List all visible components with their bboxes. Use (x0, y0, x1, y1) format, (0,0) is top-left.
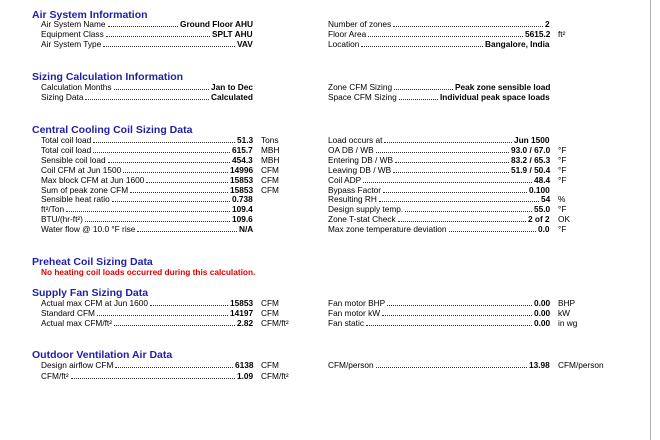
air-system-left-row (41, 19, 321, 29)
field-label: Resulting RH (328, 194, 377, 205)
field-label: Location (328, 39, 360, 49)
cooling-coil-left-row (41, 204, 321, 214)
sizing-calc-left-row (41, 92, 321, 102)
field-unit: CFM (261, 298, 279, 308)
field-label: Actual max CFM/ft² (41, 318, 112, 328)
field-label: Zone CFM Sizing (328, 82, 393, 92)
field-unit: °F (558, 164, 567, 175)
cooling-coil-left-row (41, 145, 321, 155)
cooling-coil-right-row (328, 185, 618, 195)
cooling-coil-left-row (41, 185, 321, 195)
field-label: Max block CFM at Jun 1600 (41, 174, 145, 185)
dot-leader (71, 378, 235, 379)
field-unit: BHP (558, 298, 576, 308)
dot-leader (130, 192, 228, 193)
sizing-calc-right-row (328, 82, 618, 92)
preheat-message: No heating coil loads occurred during this calculation. (41, 267, 256, 277)
air-system-right-row (328, 19, 618, 29)
field-unit: in wg (558, 318, 578, 328)
field-unit: ft² (558, 29, 566, 39)
field-value: 109.4 (232, 204, 253, 215)
cooling-coil-section-title: Central Cooling Coil Sizing Data (32, 124, 193, 136)
supply-fan-left-row (41, 298, 321, 308)
field-label: ft²/Ton (41, 204, 65, 215)
field-value: 14197 (230, 308, 254, 318)
field-value: 5615.2 (525, 29, 551, 39)
supply-fan-section-title: Supply Fan Sizing Data (32, 287, 149, 299)
field-value: 51.9 / 50.4 (511, 164, 551, 175)
dot-leader (115, 367, 233, 368)
field-label: Design supply temp. (328, 204, 404, 215)
field-label: Air System Type (41, 39, 102, 49)
field-value: 0.738 (232, 194, 253, 205)
air-system-right-row (328, 39, 618, 49)
cooling-coil-right-row (328, 175, 618, 185)
field-unit: CFM/ft² (261, 318, 289, 328)
dot-leader (363, 182, 532, 183)
dot-leader (393, 172, 509, 173)
field-label: Sum of peak zone CFM (41, 184, 129, 195)
field-value: 6138 (235, 360, 254, 370)
field-label: Leaving DB / WB (328, 164, 392, 175)
field-label: Equipment Class (41, 29, 104, 39)
dot-leader (114, 325, 235, 326)
dot-leader (146, 182, 228, 183)
field-value: 1.09 (237, 370, 254, 381)
sizing-calc-section-title: Sizing Calculation Information (32, 71, 184, 83)
field-label: Zone T-stat Check (328, 214, 396, 225)
field-unit: CFM (261, 184, 279, 195)
field-value: 54 (541, 194, 551, 205)
field-label: Space CFM Sizing (328, 92, 397, 102)
dot-leader (379, 201, 539, 202)
field-unit: CFM (261, 164, 279, 175)
dot-leader (387, 305, 532, 306)
dot-leader (366, 325, 532, 326)
field-unit: Tons (261, 135, 279, 145)
air-system-section-title: Air System Information (32, 9, 148, 21)
dot-leader (97, 315, 228, 316)
field-label: Coil CFM at Jun 1500 (41, 164, 122, 175)
field-label: Bypass Factor (328, 184, 382, 195)
field-value: 15853 (230, 298, 254, 308)
cooling-coil-right-row (328, 224, 618, 234)
field-value: 0.00 (534, 298, 551, 308)
field-value: Ground Floor AHU (180, 19, 253, 29)
field-unit: °F (558, 154, 567, 165)
field-label: Coil ADP (328, 174, 362, 185)
field-unit: CFM (261, 308, 279, 318)
field-value: VAV (237, 39, 253, 49)
field-label: Max zone temperature deviation (328, 224, 447, 235)
field-label: Water flow @ 10.0 °F rise (41, 224, 136, 235)
field-value: Bangalore, India (485, 39, 550, 49)
field-label: Sensible heat ratio (41, 194, 110, 205)
supply-fan-right-row (328, 308, 618, 318)
field-value: 2 of 2 (528, 214, 550, 225)
field-label: Fan motor kW (328, 308, 381, 318)
supply-fan-right-row (328, 318, 618, 328)
dot-leader (85, 99, 209, 100)
field-unit: MBH (261, 144, 280, 155)
field-label: Number of zones (328, 19, 392, 29)
field-unit: % (558, 194, 566, 205)
cooling-coil-left-row (41, 224, 321, 234)
field-unit: °F (558, 204, 567, 215)
field-value: 109.6 (232, 214, 253, 225)
dot-leader (368, 36, 523, 37)
air-system-right-row (328, 29, 618, 39)
field-value: 2 (545, 19, 550, 29)
field-value: 55.0 (534, 204, 551, 215)
cooling-coil-left-row (41, 165, 321, 175)
dot-leader (398, 221, 526, 222)
field-value: 14996 (230, 164, 254, 175)
field-label: Air System Name (41, 19, 106, 29)
cooling-coil-right-row (328, 155, 618, 165)
dot-leader (382, 315, 532, 316)
field-unit: CFM/ft² (261, 370, 289, 381)
dot-leader (106, 36, 210, 37)
field-label: Load occurs at (328, 135, 383, 145)
dot-leader (137, 231, 237, 232)
field-value: 2.82 (237, 318, 254, 328)
cooling-coil-right-row (328, 145, 618, 155)
field-value: 0.0 (538, 224, 550, 235)
field-label: OA DB / WB (328, 144, 374, 155)
field-label: Fan static (328, 318, 364, 328)
cooling-coil-right-row (328, 165, 618, 175)
outdoor-vent-section-title: Outdoor Ventilation Air Data (32, 349, 173, 361)
field-value: 51.3 (237, 135, 254, 145)
dot-leader (361, 46, 483, 47)
field-value: Jan to Dec (211, 82, 253, 92)
cooling-coil-right-row (328, 194, 618, 204)
field-label: Fan motor BHP (328, 298, 386, 308)
field-value: Jun 1500 (514, 135, 550, 145)
field-label: CFM/ft² (41, 370, 69, 381)
dot-leader (399, 99, 438, 100)
field-label: Total coil load (41, 144, 92, 155)
dot-leader (114, 89, 209, 90)
field-value: 615.7 (232, 144, 253, 155)
field-value: 48.4 (534, 174, 551, 185)
field-unit: MBH (261, 154, 280, 165)
field-value: 0.100 (529, 184, 550, 195)
cooling-coil-right-row (328, 135, 618, 145)
field-label: Calculation Months (41, 82, 112, 92)
dot-leader (108, 26, 178, 27)
field-value: SPLT AHU (212, 29, 253, 39)
preheat-section-title: Preheat Coil Sizing Data (32, 256, 153, 268)
dot-leader (376, 367, 527, 368)
field-value: Peak zone sensible load (455, 82, 551, 92)
field-label: Floor Area (328, 29, 367, 39)
dot-leader (108, 162, 230, 163)
dot-leader (85, 221, 230, 222)
supply-fan-right-row (328, 298, 618, 308)
field-unit: kW (558, 308, 570, 318)
field-value: Individual peak space loads (440, 92, 550, 102)
outdoor-vent-left-row (41, 371, 321, 381)
dot-leader (383, 192, 527, 193)
sizing-calc-left-row (41, 82, 321, 92)
supply-fan-left-row (41, 308, 321, 318)
field-label: Sizing Data (41, 92, 84, 102)
field-value: Calculated (211, 92, 253, 102)
cooling-coil-left-row (41, 135, 321, 145)
field-unit: CFM (261, 174, 279, 185)
field-value: N/A (239, 224, 254, 235)
dot-leader (384, 142, 512, 143)
field-value: 93.0 / 67.0 (511, 144, 551, 155)
dot-leader (449, 231, 536, 232)
field-label: BTU/(hr-ft²) (41, 214, 83, 225)
supply-fan-left-row (41, 318, 321, 328)
field-unit: °F (558, 224, 567, 235)
dot-leader (112, 201, 230, 202)
field-value: 0.00 (534, 318, 551, 328)
field-value: 0.00 (534, 308, 551, 318)
dot-leader (405, 211, 532, 212)
cooling-coil-left-row (41, 194, 321, 204)
field-value: 15853 (230, 174, 254, 185)
field-label: CFM/person (328, 360, 374, 370)
dot-leader (66, 211, 230, 212)
field-label: Design airflow CFM (41, 360, 114, 370)
cooling-coil-left-row (41, 214, 321, 224)
dot-leader (393, 26, 543, 27)
air-system-left-row (41, 39, 321, 49)
air-system-left-row (41, 29, 321, 39)
field-label: Actual max CFM at Jun 1600 (41, 298, 148, 308)
field-label: Sensible coil load (41, 154, 106, 165)
dot-leader (93, 152, 230, 153)
cooling-coil-left-row (41, 155, 321, 165)
sizing-calc-right-row (328, 92, 618, 102)
dot-leader (150, 305, 228, 306)
field-value: 15853 (230, 184, 254, 195)
dot-leader (103, 46, 235, 47)
page-edge-line (650, 0, 651, 440)
field-unit: OK (558, 214, 570, 225)
cooling-coil-left-row (41, 175, 321, 185)
dot-leader (394, 89, 453, 90)
field-unit: CFM/person (558, 360, 604, 370)
dot-leader (93, 142, 235, 143)
field-value: 13.98 (529, 360, 550, 370)
dot-leader (376, 152, 509, 153)
dot-leader (395, 162, 509, 163)
field-value: 83.2 / 65.3 (511, 154, 551, 165)
field-value: 454.3 (232, 154, 253, 165)
field-unit: °F (558, 144, 567, 155)
field-label: Entering DB / WB (328, 154, 394, 165)
dot-leader (123, 172, 228, 173)
field-label: Total coil load (41, 135, 92, 145)
cooling-coil-right-row (328, 204, 618, 214)
outdoor-vent-left-row (41, 360, 321, 370)
outdoor-vent-right-row (328, 360, 618, 370)
field-unit: CFM (261, 360, 279, 370)
cooling-coil-right-row (328, 214, 618, 224)
field-label: Standard CFM (41, 308, 95, 318)
field-unit: °F (558, 174, 567, 185)
